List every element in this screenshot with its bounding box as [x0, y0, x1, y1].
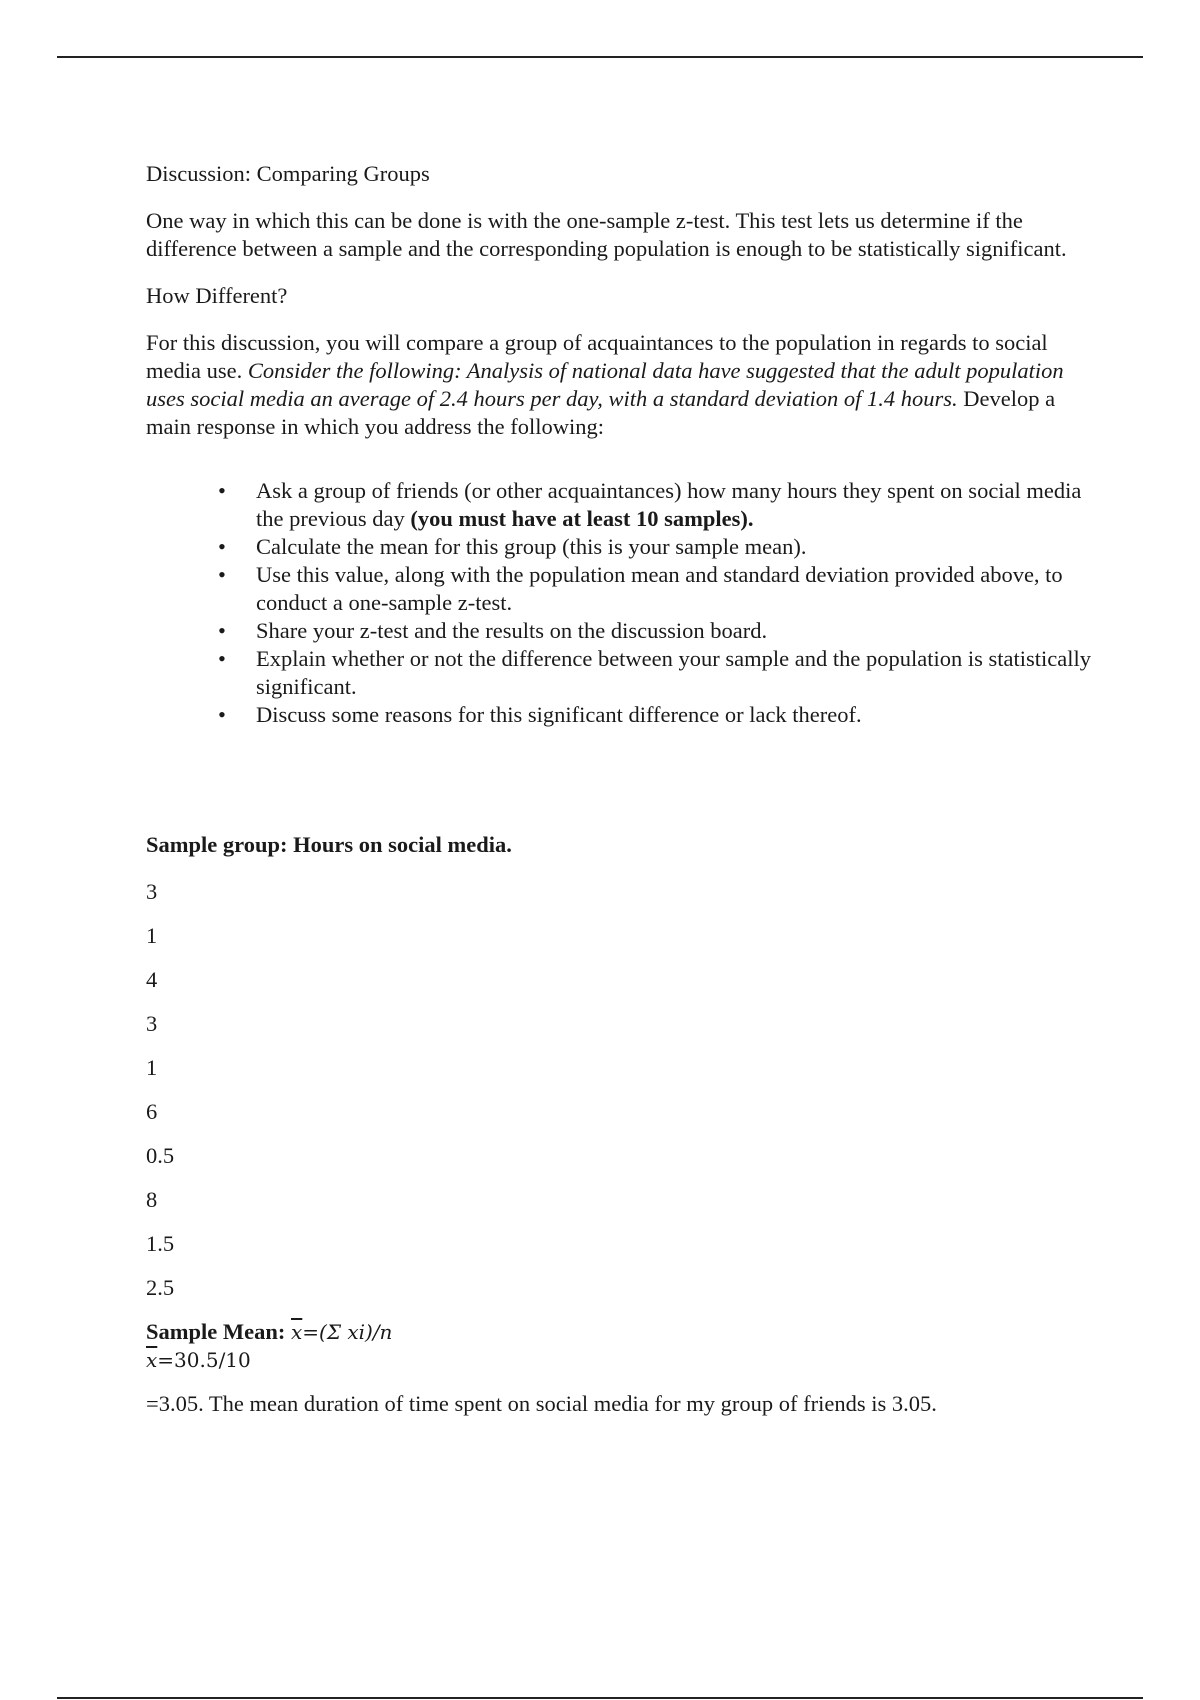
- sample-value: 2.5: [146, 1275, 175, 1300]
- requirements-list: [146, 477, 1096, 729]
- sample-value: 1.5: [146, 1231, 175, 1256]
- sample-value: 1: [146, 923, 158, 948]
- mean-calculation: [146, 1346, 1096, 1374]
- bullet-icon: •: [218, 534, 226, 559]
- document-body: [146, 160, 1096, 1418]
- footer-rule: [57, 1697, 1143, 1699]
- requirement-text: Calculate the mean for this group (this is your sample mean).: [256, 534, 807, 559]
- sample-values-list: [146, 878, 1096, 1302]
- requirement-text: Explain whether or not the difference between your sample and the population is statistically significant.: [256, 646, 1091, 699]
- bullet-icon: •: [218, 562, 226, 587]
- sample-heading: Sample group: Hours on social media.: [146, 832, 512, 857]
- prompt-lead: For this discussion, you will compare a group of acquaintances to the population in regards to social media use.: [146, 330, 1048, 383]
- sample-mean-label: Sample Mean:: [146, 1319, 291, 1344]
- sample-value: 4: [146, 967, 158, 992]
- xbar-symbol: $\overline{x}$: [291, 1320, 303, 1344]
- requirement-item: [218, 561, 1096, 617]
- xbar-symbol: $\overline{x}$: [146, 1348, 158, 1372]
- requirement-item: [218, 617, 1096, 645]
- sample-value: 3: [146, 879, 158, 904]
- bullet-icon: •: [218, 646, 226, 671]
- bullet-icon: •: [218, 618, 226, 643]
- subheading: How Different?: [146, 283, 288, 308]
- prompt-italic: Consider the following: Analysis of national data have suggested that the adult population uses social media an average of 2.4 hours per day, with a standard deviation of 1.4 hours.: [146, 358, 1064, 411]
- requirement-item: [218, 701, 1096, 729]
- prompt-tail: Develop a main response in which you address the following:: [146, 386, 1056, 439]
- formula-rest: =(Σ xi)/n: [302, 1320, 393, 1344]
- mean-result: =3.05. The mean duration of time spent on social media for my group of friends is 3.05.: [146, 1391, 937, 1416]
- intro-paragraph: One way in which this can be done is with the one-sample z-test. This test lets us determine if the difference between a sample and the corresponding population is enough to be statistically significant.: [146, 208, 1067, 261]
- sample-value: 6: [146, 1099, 158, 1124]
- page-title: Discussion: Comparing Groups: [146, 161, 430, 186]
- calc-rest: =30.5/10: [157, 1348, 251, 1372]
- requirement-text: Share your z-test and the results on the discussion board.: [256, 618, 768, 643]
- bullet-icon: •: [218, 478, 226, 503]
- sample-value: 8: [146, 1187, 158, 1212]
- requirement-item: [218, 477, 1096, 533]
- requirement-bold: (you must have at least 10 samples).: [410, 506, 754, 531]
- prompt-paragraph: [146, 329, 1096, 441]
- requirement-item: [218, 533, 1096, 561]
- requirement-text: Use this value, along with the population mean and standard deviation provided above, to conduct a one-sample z-test.: [256, 562, 1063, 615]
- header-rule: [57, 56, 1143, 58]
- sample-value: 1: [146, 1055, 158, 1080]
- requirement-item: [218, 645, 1096, 701]
- sample-value: 3: [146, 1011, 158, 1036]
- sample-value: 0.5: [146, 1143, 175, 1168]
- requirement-text: Discuss some reasons for this significant difference or lack thereof.: [256, 702, 862, 727]
- sample-mean-formula: [146, 1318, 1096, 1346]
- requirement-text: Ask a group of friends (or other acquaintances) how many hours they spent on social media the previous day: [256, 478, 1082, 531]
- bullet-icon: •: [218, 702, 226, 727]
- mean-formula: [291, 1320, 392, 1344]
